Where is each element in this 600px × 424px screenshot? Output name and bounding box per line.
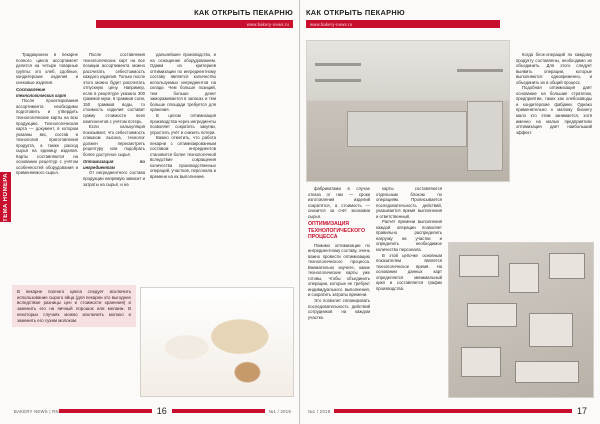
- floorplan-unit: [515, 361, 579, 383]
- right-col1-paragraph-1: фабрикатами в случае отказа от них — сроки изготовления изделий сократятся, а стоимость — снизится за счёт экономии сырья.: [308, 186, 370, 219]
- right-page: [300, 0, 600, 424]
- right-col3-paragraph-2: Подобная оптимизация даёт основание на большие стратегии, предприятии, таких как хлебозаводы и кондитерские фабрики. Однако применительно к малому бизнегу мало кто этим занимается, хотя именно на малых предприятиях оптимизация даёт наибольший эффект.: [516, 85, 592, 135]
- right-col2-paragraph-3: В этой цепочке основным показателем является технологическое время. На основании данных карт определяется минимальный цикл и составляется график производства.: [376, 252, 442, 291]
- side-tab: [0, 172, 11, 222]
- right-header-title: КАК ОТКРЫТЬ ПЕКАРНЮ: [306, 8, 405, 17]
- kitchen-shelf: [315, 63, 361, 66]
- kitchen-oven: [467, 101, 503, 171]
- callout-box: [12, 285, 136, 327]
- left-footer: [14, 404, 291, 418]
- right-col3-paragraph-1: Когда блок-операций по каждому продукту составлены, необходимо их объединить. Для этого следует выявить операции, которые выполняются одновременно, и объединить их в общий процесс.: [516, 52, 592, 85]
- left-col2-paragraph-2: Если калькуляция показывает, что себестоимость слишком высока, технолог должен пересмотреть рецептуру или подобрать более доступное сырьё.: [83, 124, 145, 157]
- left-header-bar: [96, 20, 293, 28]
- kitchen-shelf: [315, 79, 361, 82]
- left-col1-paragraph-1: Традиционно в пекарне полного цикла ассортимент делится на четыре товарные группы: это хлеб, сдобные, кондитерские изделия и снековые изделия.: [16, 52, 78, 85]
- right-column-3: [516, 52, 592, 238]
- right-page-number: 17: [576, 406, 587, 416]
- left-header-title: КАК ОТКРЫТЬ ПЕКАРНЮ: [194, 8, 293, 17]
- callout-text: В пекарне полного цикла следует исключить использование сырого яйца (для пекарни это выгоднее вследствие разницы цен и стоимости хранения) и заменить его на яичный порошок или меланж. В некоторых случаях можно исключить молоко и заменить его сухим молоком.: [17, 289, 131, 323]
- left-column-1: [16, 52, 78, 284]
- right-section-heading: ОПТИМИЗАЦИЯ ТЕХНОЛОГИЧЕСКОГО ПРОЦЕССА: [308, 221, 366, 241]
- left-col2-paragraph-3: От ингредиентного состава продукции напрямую зависит и затраты на сырьё, и на: [83, 170, 145, 187]
- left-column-2: [83, 52, 145, 284]
- kitchen-worktable: [347, 111, 467, 147]
- floorplan-unit: [549, 253, 585, 279]
- left-page-number: 16: [156, 406, 167, 416]
- left-header-site: www.bakery-news.ru: [246, 21, 289, 27]
- left-col1-subheading: Составление технологических карт: [16, 87, 67, 98]
- left-col3-paragraph-3: Важно отметить, что работа пекарни с оптимизированным составом ингредиентов становится более технологичной вследствие сокращения количества производственных операций, участков, персонала и времени на их выполнение.: [150, 135, 216, 180]
- right-col2-paragraph-1: карты составляются отдельным блоком по операциям. Прописывается последовательность действий, указывается время выполнения и ответственный.: [376, 186, 442, 219]
- left-footer-issue: №1 / 2019: [268, 408, 292, 414]
- left-col1-paragraph-2: После проектирования ассортимента необходимо подготовить и утвердить технологические карты на всю продукцию. Технологическая карта — документ, в котором указаны вес, состав и технология приготовления продукта, а также расход сырья на единицу изделия. Карты составляются на основании рецептур с учётом особенностей оборудования и применяемого сырья.: [16, 98, 78, 176]
- right-header-bar: [306, 20, 500, 28]
- bakery-floorplan-render: [448, 242, 594, 398]
- side-tab-label: ТЕМА НОМЕРА: [2, 172, 9, 222]
- left-column-3: [150, 52, 216, 284]
- right-footer-issue: №1 / 2019: [308, 408, 331, 414]
- left-col2-paragraph-1: После составления технологических карт на все позиции ассортимента можно рассчитать себестоимость каждого изделия. Только после этого можно будет рассчитать отпускную цену. Например, если в рецептуре указано 300 граммов муки, 6 граммов соли, 150 граммов воды, то стоимость изделия составит сумму стоимости всех компонентов с учётом потерь.: [83, 52, 145, 124]
- left-footer-brand: BAKERY NEWS | RN: [14, 408, 59, 414]
- right-footer: [308, 404, 592, 418]
- right-column-2: [376, 186, 442, 398]
- left-footer-line: [59, 409, 152, 413]
- right-col1-paragraph-3: Это позволит спланировать последовательность действий сотрудников на каждом участке.: [308, 297, 370, 320]
- floorplan-unit: [529, 313, 573, 347]
- left-footer-line-2: [172, 409, 265, 413]
- bakery-kitchen-photo: [306, 40, 510, 182]
- kitchen-shelf: [457, 69, 503, 72]
- dough-ingredients-photo: [140, 287, 294, 397]
- floorplan-unit: [461, 347, 501, 377]
- right-footer-line: [334, 409, 572, 413]
- right-header: [306, 8, 500, 30]
- right-column-1: [308, 186, 370, 398]
- left-header: [96, 8, 293, 30]
- right-col2-paragraph-2: Расчёт времени выполнения каждой операции позволяет правильно распределить нагрузку на участки и определить необходимое количество персонала.: [376, 219, 442, 253]
- floorplan-unit: [509, 263, 539, 293]
- left-col3-paragraph-1: дальнейшее производство, и на оснащение оборудованием. Одним из критериев оптимизации по ингредиентному составу является количество используемых ингредиентов на складе. Чем больше позиций, тем больше денег замораживается в запасах и тем больше площади требуется для хранения.: [150, 52, 216, 113]
- left-col2-subheading: Оптимизация по ингредиентам: [83, 159, 145, 170]
- right-col1-paragraph-2: Помимо оптимизации по ингредиентному составу, очень важно провести оптимизацию технологического процесса. Внимательно изучите, какие технологические карты уже готовы, чтобы объединить операции, которые не требуют индивидуального выполнения, и сократить затраты времени.: [308, 242, 370, 298]
- left-col3-paragraph-2: В целом оптимизация производства через ингредиенты позволяет сократить закупки, упростить учёт и снизить потери.: [150, 113, 216, 135]
- floorplan-unit: [467, 303, 517, 327]
- right-header-site: www.bakery-news.ru: [310, 21, 353, 27]
- floorplan-unit: [459, 255, 499, 277]
